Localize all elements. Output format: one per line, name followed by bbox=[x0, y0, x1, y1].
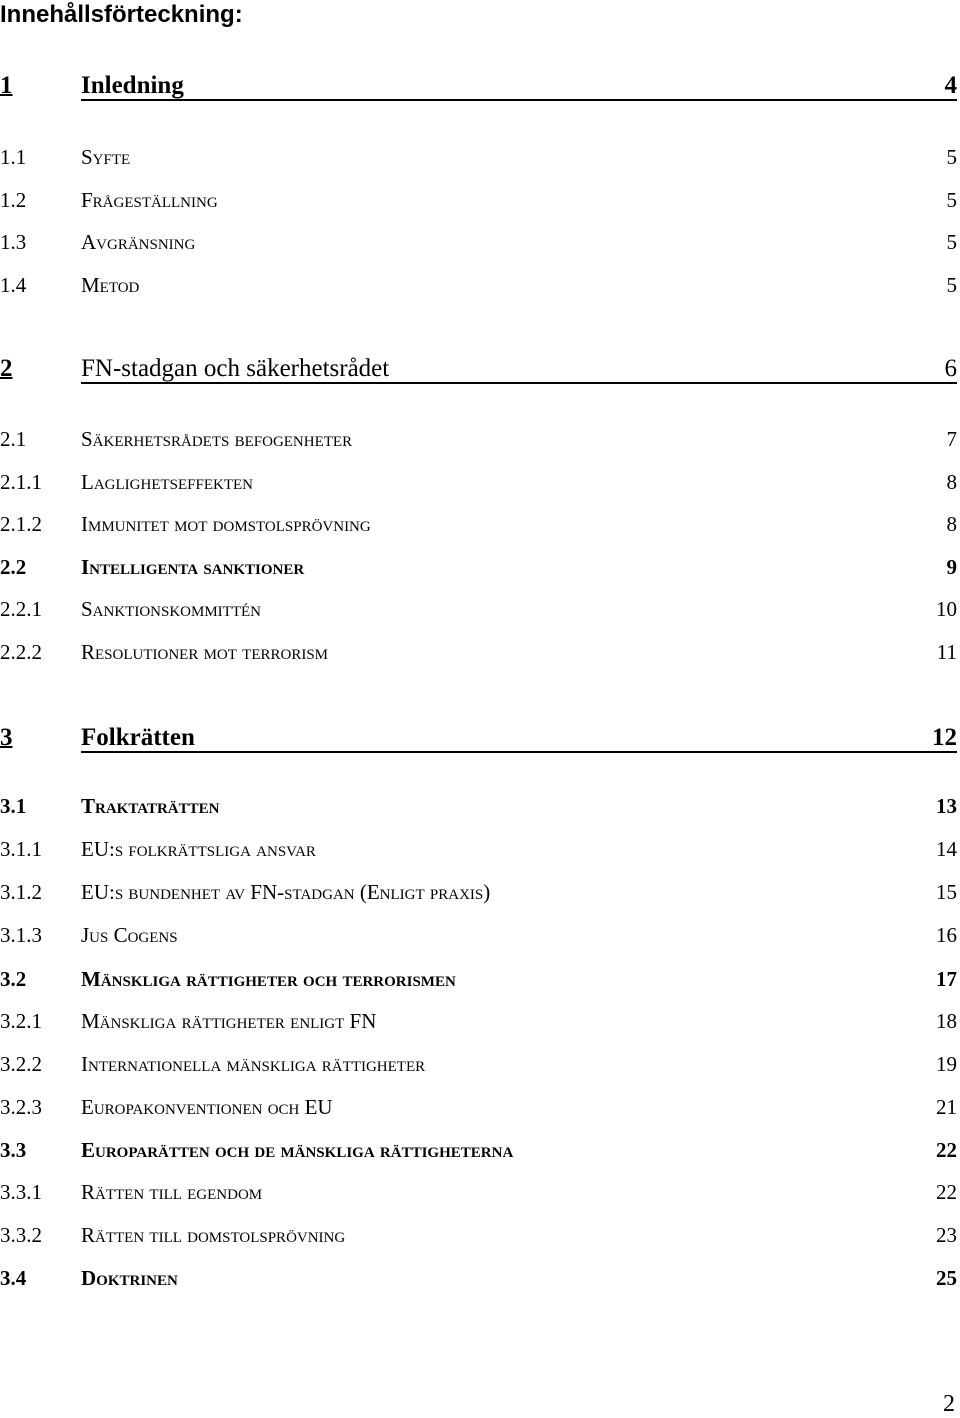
toc-title: Traktaträtten bbox=[81, 794, 220, 818]
toc-number: 1 bbox=[0, 72, 13, 99]
toc-subsection-3-3-1[interactable] bbox=[0, 1177, 957, 1207]
toc-page-number: 18 bbox=[936, 1009, 957, 1033]
toc-title: Europakonventionen och EU bbox=[81, 1095, 333, 1119]
toc-subsection-3-1-3[interactable] bbox=[0, 920, 957, 950]
toc-page-number: 5 bbox=[946, 145, 957, 169]
toc-page-number: 12 bbox=[932, 724, 957, 751]
toc-page-number: 14 bbox=[936, 837, 957, 861]
toc-subsection-3-1-2[interactable] bbox=[0, 877, 957, 907]
toc-number: 3.1 bbox=[0, 794, 27, 818]
toc-number: 2 bbox=[0, 355, 13, 382]
toc-title: Immunitet mot domstolsprövning bbox=[81, 512, 371, 536]
toc-number: 3.2.3 bbox=[0, 1095, 42, 1119]
toc-page-number: 13 bbox=[936, 794, 957, 818]
toc-number: 3.1.1 bbox=[0, 837, 42, 861]
toc-title: Folkrätten bbox=[81, 722, 957, 753]
toc-title: FN-stadgan och säkerhetsrådet bbox=[81, 353, 957, 384]
toc-page-number: 8 bbox=[946, 470, 957, 494]
toc-page-number: 5 bbox=[946, 230, 957, 254]
toc-subsection-2-2-1[interactable] bbox=[0, 594, 957, 624]
toc-number: 1.3 bbox=[0, 230, 27, 254]
toc-chapter-1[interactable] bbox=[0, 70, 957, 102]
toc-number: 1.1 bbox=[0, 145, 27, 169]
toc-number: 3.3 bbox=[0, 1138, 27, 1162]
toc-title: Syfte bbox=[81, 145, 131, 169]
toc-page-number: 6 bbox=[944, 355, 957, 382]
toc-number: 2.2.1 bbox=[0, 597, 42, 621]
toc-title: Resolutioner mot terrorism bbox=[81, 640, 329, 664]
toc-title: Mänskliga rättigheter och terrorismen bbox=[81, 967, 456, 991]
toc-page-number: 4 bbox=[944, 72, 957, 99]
toc-page-number: 5 bbox=[946, 188, 957, 212]
toc-title: Mänskliga rättigheter enligt FN bbox=[81, 1009, 377, 1033]
toc-page-number: 22 bbox=[936, 1138, 957, 1162]
toc-number: 2.1 bbox=[0, 427, 27, 451]
toc-title: Sanktionskommittén bbox=[81, 597, 261, 621]
toc-number: 1.4 bbox=[0, 273, 27, 297]
toc-title: Säkerhetsrådets befogenheter bbox=[81, 427, 353, 451]
toc-title: Frågeställning bbox=[81, 188, 218, 212]
toc-section-1-1[interactable] bbox=[0, 142, 957, 172]
toc-page-number: 8 bbox=[946, 512, 957, 536]
toc-number: 3.3.2 bbox=[0, 1223, 42, 1247]
toc-page-number: 10 bbox=[936, 597, 957, 621]
toc-number: 2.2 bbox=[0, 555, 27, 579]
toc-subsection-2-1-2[interactable] bbox=[0, 509, 957, 539]
toc-page-number: 7 bbox=[946, 427, 957, 451]
toc-heading: Innehållsförteckning: bbox=[0, 1, 243, 28]
toc-title: EU:s bundenhet av FN-stadgan (Enligt praxis) bbox=[81, 880, 491, 904]
toc-section-3-1[interactable] bbox=[0, 791, 957, 821]
toc-title: Intelligenta sanktioner bbox=[81, 555, 305, 579]
toc-page-number: 19 bbox=[936, 1052, 957, 1076]
toc-section-1-4[interactable] bbox=[0, 270, 957, 300]
toc-page-number: 22 bbox=[936, 1180, 957, 1204]
toc-page-number: 17 bbox=[936, 967, 957, 991]
toc-number: 2.2.2 bbox=[0, 640, 42, 664]
toc-title: EU:s folkrättsliga ansvar bbox=[81, 837, 316, 861]
toc-section-3-4[interactable] bbox=[0, 1263, 957, 1293]
toc-chapter-3[interactable] bbox=[0, 722, 957, 754]
toc-page-number: 5 bbox=[946, 273, 957, 297]
toc-section-3-3[interactable] bbox=[0, 1135, 957, 1165]
toc-number: 2.1.1 bbox=[0, 470, 42, 494]
toc-title: Metod bbox=[81, 273, 140, 297]
toc-page-number: 25 bbox=[936, 1266, 957, 1290]
toc-chapter-2[interactable] bbox=[0, 353, 957, 385]
toc-section-2-1[interactable] bbox=[0, 424, 957, 454]
toc-subsection-2-2-2[interactable] bbox=[0, 637, 957, 667]
toc-title: Inledning bbox=[81, 70, 957, 101]
toc-number: 1.2 bbox=[0, 188, 27, 212]
toc-title: Internationella mänskliga rättigheter bbox=[81, 1052, 426, 1076]
toc-page-number: 9 bbox=[946, 555, 957, 579]
toc-subsection-3-3-2[interactable] bbox=[0, 1220, 957, 1250]
toc-title: Rätten till domstolsprövning bbox=[81, 1223, 346, 1247]
toc-page-number: 16 bbox=[936, 923, 957, 947]
toc-number: 3.1.3 bbox=[0, 923, 42, 947]
toc-title: Avgränsning bbox=[81, 230, 196, 254]
toc-subsection-3-2-1[interactable] bbox=[0, 1006, 957, 1036]
toc-page-number: 23 bbox=[936, 1223, 957, 1247]
toc-number: 2.1.2 bbox=[0, 512, 42, 536]
toc-section-1-3[interactable] bbox=[0, 227, 957, 257]
toc-subsection-3-2-3[interactable] bbox=[0, 1092, 957, 1122]
toc-section-2-2[interactable] bbox=[0, 552, 957, 582]
toc-title: Laglighetseffekten bbox=[81, 470, 253, 494]
toc-number: 3.2.1 bbox=[0, 1009, 42, 1033]
toc-number: 3 bbox=[0, 724, 13, 751]
toc-title: Rätten till egendom bbox=[81, 1180, 263, 1204]
toc-section-3-2[interactable] bbox=[0, 964, 957, 994]
toc-number: 3.2.2 bbox=[0, 1052, 42, 1076]
toc-subsection-2-1-1[interactable] bbox=[0, 467, 957, 497]
toc-page-number: 11 bbox=[936, 640, 957, 664]
toc-subsection-3-1-1[interactable] bbox=[0, 834, 957, 864]
toc-page-number: 15 bbox=[936, 880, 957, 904]
toc-title: Europarätten och de mänskliga rättigheterna bbox=[81, 1138, 514, 1162]
toc-number: 3.3.1 bbox=[0, 1180, 42, 1204]
page-number: 2 bbox=[943, 1391, 955, 1417]
toc-title: Jus Cogens bbox=[81, 923, 178, 947]
toc-page-number: 21 bbox=[936, 1095, 957, 1119]
toc-subsection-3-2-2[interactable] bbox=[0, 1049, 957, 1079]
toc-number: 3.2 bbox=[0, 967, 27, 991]
toc-number: 3.1.2 bbox=[0, 880, 42, 904]
toc-number: 3.4 bbox=[0, 1266, 27, 1290]
toc-title: Doktrinen bbox=[81, 1266, 178, 1290]
toc-section-1-2[interactable] bbox=[0, 185, 957, 215]
